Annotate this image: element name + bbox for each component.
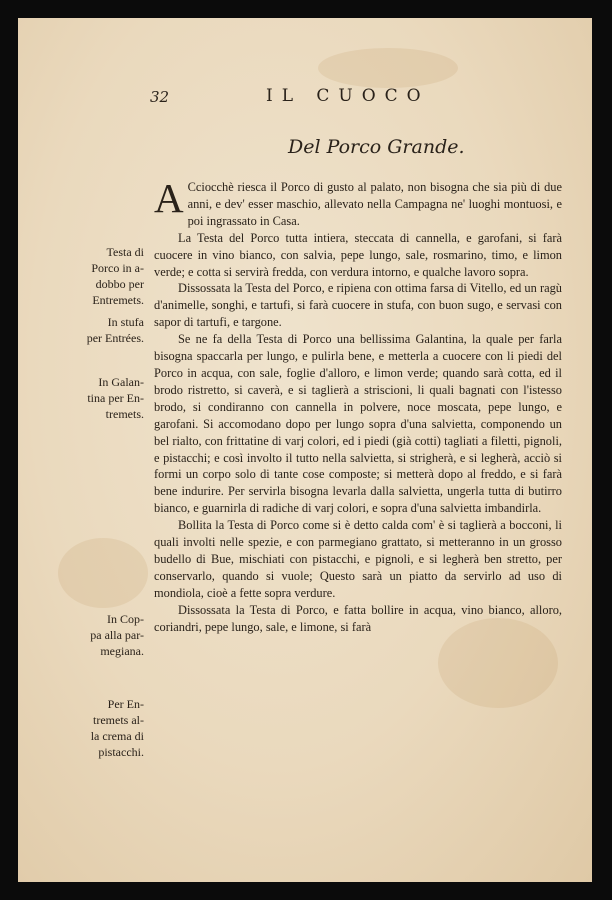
book-page (18, 18, 592, 882)
margin-note (18, 696, 144, 760)
drop-cap: A (154, 175, 184, 221)
margin-note-line: In Cop- (107, 612, 144, 626)
paragraph: Bollita la Testa di Porco come si è detto calda com' è si taglierà a bocconi, li quali involti nelle spezie, e con parmegiano grattato, si metteranno in un grosso budello di Bue, mischiati con pistacchi, e pignoli, e si legherà ben stretto, per conservarlo, quando si vuole; Questo sarà un piatto da servirlo ad uso di mondiola, cioè a fette sopra verdure. (154, 518, 562, 600)
margin-note-line: In stufa (107, 315, 144, 329)
margin-note-line: Porco in a- (91, 261, 144, 275)
margin-note (18, 244, 144, 308)
margin-note (18, 314, 144, 346)
margin-note (18, 611, 144, 659)
paragraph-text: Cciocchè riesca il Porco di gusto al palato, non bisogna che sia più di due anni, e dev' esser maschio, allevato nella Campagna ne' luoghi montuosi, e poi ingrassato in Casa. (187, 180, 562, 228)
margin-note-line: pa alla par- (90, 628, 144, 642)
margin-note (18, 374, 144, 422)
margin-note-line: pistacchi. (98, 745, 144, 759)
margin-note-line: tremets al- (93, 713, 144, 727)
paragraph: Se ne fa della Testa di Porco una bellissima Galantina, la quale per farla bisogna spaccarla per lungo, e pulirla bene, e metterla a cuocere con li piedi del Porco in acqua, con sale, foglie d'alloro, e limon verde; quando sarà cotta, ed il brodo ristretto, si caverà, e si taglierà a striscioni, li quali bagnati con l'istesso brodo, si condiranno con cannella in polvere, noce moscata, pepe lungo, e garofani. Si accomodano dopo per lungo sopra d'una salvietta, componendo un bel rialto, con frittatine di varj colori, ed i piedi (già cotti) tagliati a filetti, pignoli, e pistacchi; e così involto il tutto nella salvietta, si strigherà, e si legherà, acciò si formi un corpo solo di tante cose composte; si metterà dopo al freddo, e si farà bene indurire. Per servirla bisogna levarla dalla salvietta, ungerla tutta di butirro bianco, e guarnirla di radiche di varj colori, e sopra d'una salvietta imbandirla. (154, 332, 562, 516)
margin-note-line: per Entrées. (86, 331, 144, 345)
body-text (154, 175, 562, 635)
margin-note-line: megiana. (100, 644, 144, 658)
margin-note-line: tremets. (105, 407, 144, 421)
margin-note-line: dobbo per (95, 277, 144, 291)
margin-note-line: Per En- (107, 697, 144, 711)
paragraph: La Testa del Porco tutta intiera, steccata di cannella, e garofani, si farà cuocere in vino bianco, con salvia, pepe lungo, sale, rosmarino, timo, e limon verde; e cotta si servirà fredda, con verdura intorno, e qualche lavoro sopra. (154, 230, 562, 279)
section-title: Del Porco Grande. (288, 136, 465, 158)
paper-stain (318, 48, 458, 88)
margin-note-line: la crema di (90, 729, 144, 743)
running-title: IL CUOCO (266, 86, 430, 106)
page-number: 32 (150, 88, 170, 106)
paragraph (154, 175, 562, 230)
paragraph: Dissossata la Testa di Porco, e fatta bollire in acqua, vino bianco, alloro, coriandri, pepe lungo, sale, e limone, si farà (154, 602, 562, 634)
page-header (18, 86, 592, 110)
margin-note-line: In Galan- (98, 375, 144, 389)
paragraph: Dissossata la Testa del Porco, e ripiena con ottima farsa di Vitello, ed un ragù d'animelle, songhi, e tartufi, si farà cuocere in stufa, con buon sugo, e servasi con sapor di tartufi, e targone. (154, 281, 562, 330)
margin-note-line: tina per En- (87, 391, 144, 405)
margin-note-line: Testa di (106, 245, 144, 259)
margin-note-line: Entremets. (92, 293, 144, 307)
page-frame (8, 8, 604, 892)
paper-stain (58, 538, 148, 608)
